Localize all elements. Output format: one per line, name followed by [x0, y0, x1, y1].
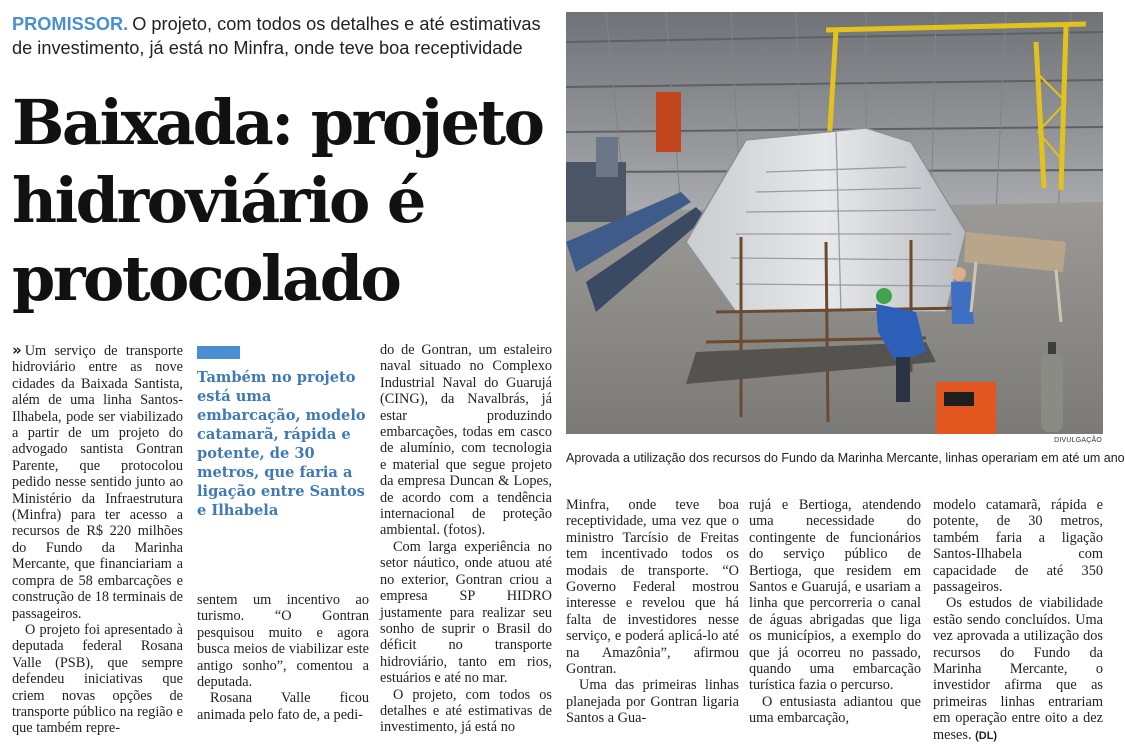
col1-p1: Um serviço de transporte hidroviário entre as nove cidades da Baixada Santista, além de uma linha Santos-Ilhabela, pode ser viabilizado a partir de um projeto do advogado santista Gontran Parente, que protocolou pedido nesse sentido junto ao Ministério da Infraestrutura (Minfra) para ter acesso a recursos de R$ 220 milhões do Fundo da Marinha Mercante, que financiariam a compra de 58 embarcações e construção de 18 terminais de passageiros. — [12, 343, 183, 622]
chevron-right-icon: » — [12, 341, 22, 359]
shipyard-illustration — [566, 12, 1103, 434]
headline: Baixada: projeto hidroviário é protocolado — [12, 86, 543, 315]
col2-p1: sentem um incentivo ao turismo. “O Gontran pesquisou muito e agora busca meios de viabilizar este antigo sonho”, comentou a deputada. — [197, 592, 369, 691]
shipyard-photo — [566, 12, 1103, 434]
col3-p1: do de Gontran, um estaleiro naval situado no Complexo Industrial Naval do Guarujá (CING), da Navalbrás, já estar produzindo embarcações, todas em casco de alumínio, com tecnologia e material que segue projeto da empresa Duncan & Lopes, de acordo com a tendência internacional de proteção ambiental. (fotos). — [380, 342, 552, 539]
kicker-text: O projeto, com todos os detalhes e até estimativas de investimento, já está no Minfra, onde teve boa receptividade — [12, 14, 541, 58]
article-column-6 — [933, 497, 1103, 743]
lead-paragraph — [12, 342, 183, 622]
col3-p3: O projeto, com todos os detalhes e até estimativas de investimento, já está no — [380, 686, 552, 736]
col5-p1: rujá e Bertioga, atendendo uma necessidade do contingente de funcionários do serviço público de Bertioga, que residem em Santos e Guarujá, e usariam a linha que percorreria o canal de águas abrigadas que liga os municípios, a exemplo do que já ocorreu no passado, quando uma embarcação turística fazia o percurso. — [749, 497, 921, 694]
kicker — [12, 12, 557, 60]
kicker-tag: PROMISSOR. — [12, 14, 129, 34]
col6-p1: modelo catamarã, rápida e potente, de 30 metros, também faria a ligação Santos-Ilhabela com capacidade de até 350 passageiros. — [933, 497, 1103, 596]
pullquote: Também no projeto está uma embarcação, modelo catamarã, rápida e potente, de 30 metros, que faria a ligação entre Santos e Ilhabela — [197, 369, 366, 519]
article-column-2 — [197, 592, 369, 726]
article-column-5 — [749, 497, 921, 726]
article-column-4 — [566, 497, 739, 726]
author-initials: (DL) — [975, 729, 998, 742]
col4-p1: Minfra, onde teve boa receptividade, uma vez que o ministro Tarcísio de Freitas tem incentivado todos os modais de transporte. “O Governo Federal mostrou interesse e revelou que há falta de investidores nesse serviço, e poderá aplicá-lo até na Amazônia”, afirmou Gontran. — [566, 497, 739, 678]
col6-p2-text: Os estudos de viabilidade estão sendo concluídos. Uma vez aprovada a utilização dos recursos do Fundo da Marinha Mercante, o investidor afirma que as primeiras linhas entrariam em operação entre oito a dez meses. — [933, 595, 1103, 743]
article-column-1 — [12, 341, 183, 737]
pullquote-accent-bar — [197, 346, 240, 359]
photo-caption: Aprovada a utilização dos recursos do Fundo da Marinha Mercante, linhas operariam em até um ano — [566, 451, 1125, 465]
photo-credit: DIVULGAÇÃO — [1054, 437, 1102, 444]
col6-p2 — [933, 595, 1103, 744]
col4-p2: Uma das primeiras linhas planejada por Gontran ligaria Santos a Gua- — [566, 677, 739, 727]
col3-p2: Com larga experiência no setor náutico, onde atuou até no exterior, Gontran criou a empresa SP HIDRO justamente para realizar seu sonho de suprir o Brasil do déficit no transporte hidroviário, tanto em rios, estuários e até no mar. — [380, 538, 552, 687]
article-column-3 — [380, 342, 552, 736]
col2-p2: Rosana Valle ficou animada pelo fato de, a pedi- — [197, 690, 369, 723]
col1-p2: O projeto foi apresentado à deputada federal Rosana Valle (PSB), que sempre defendeu iniciativas que criem novas opções de transporte público na região e que também repre- — [12, 621, 183, 737]
col5-p2: O entusiasta adiantou que uma embarcação, — [749, 693, 921, 727]
